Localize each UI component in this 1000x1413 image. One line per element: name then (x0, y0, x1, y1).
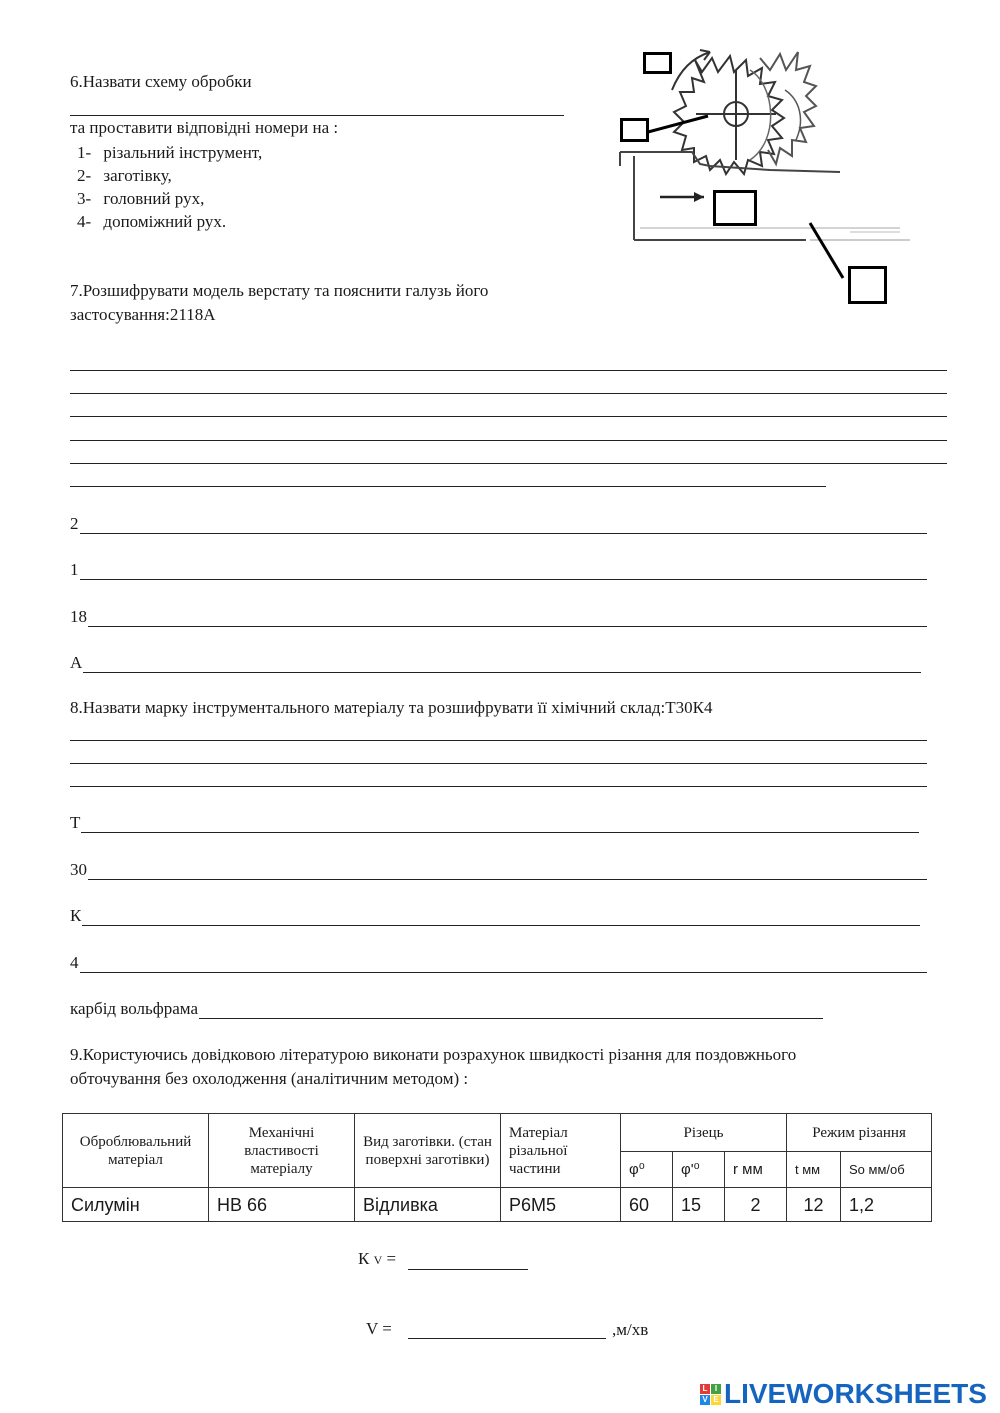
list-item-number: 2- (77, 166, 92, 185)
answer-line[interactable] (70, 440, 947, 441)
q9-title-line2: обточування без охолодження (аналітичним методом) : (70, 1069, 469, 1088)
row-label: карбід вольфрама (70, 999, 198, 1018)
q7-row-a[interactable] (70, 653, 921, 673)
kv-label: К (358, 1249, 370, 1268)
list-item-number: 4- (77, 212, 92, 231)
list-item-number: 1- (77, 143, 92, 162)
diagram-answer-box-left[interactable] (620, 118, 649, 142)
header-phi1: φ'⁰ (673, 1152, 725, 1188)
row-label: К (70, 906, 82, 925)
list-item-text: заготівку, (103, 166, 172, 185)
kv-formula (358, 1249, 396, 1269)
list-item-text: різальний інструмент, (103, 143, 263, 162)
list-item-text: допоміжний рух. (103, 212, 227, 231)
answer-line[interactable] (70, 370, 947, 371)
list-item (77, 212, 226, 232)
q8-row-t[interactable] (70, 813, 919, 833)
logo-mark-icon (700, 1384, 721, 1405)
answer-line[interactable] (70, 393, 947, 394)
answer-line[interactable] (70, 740, 927, 741)
row-label: 30 (70, 860, 87, 879)
list-item (77, 143, 262, 163)
row-label: 1 (70, 560, 79, 579)
cell-s: 1,2 (841, 1188, 932, 1222)
table-row (63, 1188, 932, 1222)
list-item (77, 166, 172, 186)
answer-line[interactable] (70, 786, 927, 787)
cell-mechanical: НВ 66 (209, 1188, 355, 1222)
logo-letter: I (711, 1384, 721, 1394)
list-item-text: головний рух, (103, 189, 205, 208)
diagram-answer-box-center[interactable] (713, 190, 757, 226)
cell-cutting-material: Р6М5 (501, 1188, 621, 1222)
kv-answer-line[interactable] (408, 1269, 528, 1270)
q9-title-line1: 9.Користуючись довідковою літературою виконати розрахунок швидкості різання для поздовжнього (70, 1045, 797, 1064)
list-item (77, 189, 204, 209)
header-phi: φ⁰ (621, 1152, 673, 1188)
header-mechanical: Механічні властивості матеріалу (209, 1114, 355, 1188)
answer-line[interactable] (70, 416, 947, 417)
cell-phi: 60 (621, 1188, 673, 1222)
header-cutter: Різець (621, 1114, 787, 1152)
q7-row-18[interactable] (70, 607, 927, 627)
row-label: 4 (70, 953, 79, 972)
cutting-data-table (62, 1113, 932, 1222)
list-item-number: 3- (77, 189, 92, 208)
row-label: 2 (70, 514, 79, 533)
logo-letter: V (700, 1395, 710, 1405)
diagram-answer-box-top[interactable] (643, 52, 672, 74)
header-cutting-material: Матеріал різальної частини (501, 1114, 621, 1188)
logo-letter: E (711, 1395, 721, 1405)
table-header-row (63, 1114, 932, 1152)
row-label: А (70, 653, 83, 672)
cell-blank-type: Відливка (355, 1188, 501, 1222)
header-s: So мм/об (841, 1152, 932, 1188)
cell-t: 12 (787, 1188, 841, 1222)
q8-row-k[interactable] (70, 906, 920, 926)
q8-row-30[interactable] (70, 860, 927, 880)
header-mode: Режим різання (787, 1114, 932, 1152)
header-t: t мм (787, 1152, 841, 1188)
answer-line[interactable] (70, 763, 927, 764)
kv-subscript: V (373, 1253, 383, 1267)
cell-material: Силумін (63, 1188, 209, 1222)
row-label: 18 (70, 607, 87, 626)
q7-row-2[interactable] (70, 514, 927, 534)
logo-letter: L (700, 1384, 710, 1394)
v-label: V = (366, 1319, 392, 1338)
answer-line[interactable] (70, 486, 826, 487)
logo-text: LIVEWORKSHEETS (724, 1378, 987, 1409)
header-material: Оброблювальний матеріал (63, 1114, 209, 1188)
diagram-answer-box-bottom-right[interactable] (848, 266, 887, 304)
q6-answer-line[interactable] (70, 115, 564, 116)
q7-title-line1: 7.Розшифрувати модель верстату та пояснити галузь його (70, 281, 489, 300)
q8-row-4[interactable] (70, 953, 927, 973)
q7-title-line2: застосування:2118А (70, 305, 216, 324)
v-answer-line[interactable] (408, 1338, 606, 1339)
liveworksheets-logo (700, 1378, 987, 1410)
cell-phi1: 15 (673, 1188, 725, 1222)
kv-equals: = (386, 1249, 397, 1268)
header-r: r мм (725, 1152, 787, 1188)
row-label: Т (70, 813, 81, 832)
header-blank-type: Вид заготівки. (стан поверхні заготівки) (355, 1114, 501, 1188)
q6-title: 6.Назвати схему обробки (70, 72, 252, 91)
q8-title: 8.Назвати марку інструментального матеріалу та розшифрувати її хімічний склад:Т30К4 (70, 698, 713, 717)
answer-line[interactable] (70, 463, 947, 464)
v-unit: ,м/хв (612, 1320, 649, 1339)
q8-row-tungsten-carbide[interactable] (70, 999, 823, 1019)
cell-r: 2 (725, 1188, 787, 1222)
q6-subtitle: та проставити відповідні номери на : (70, 118, 339, 137)
q7-row-1[interactable] (70, 560, 927, 580)
